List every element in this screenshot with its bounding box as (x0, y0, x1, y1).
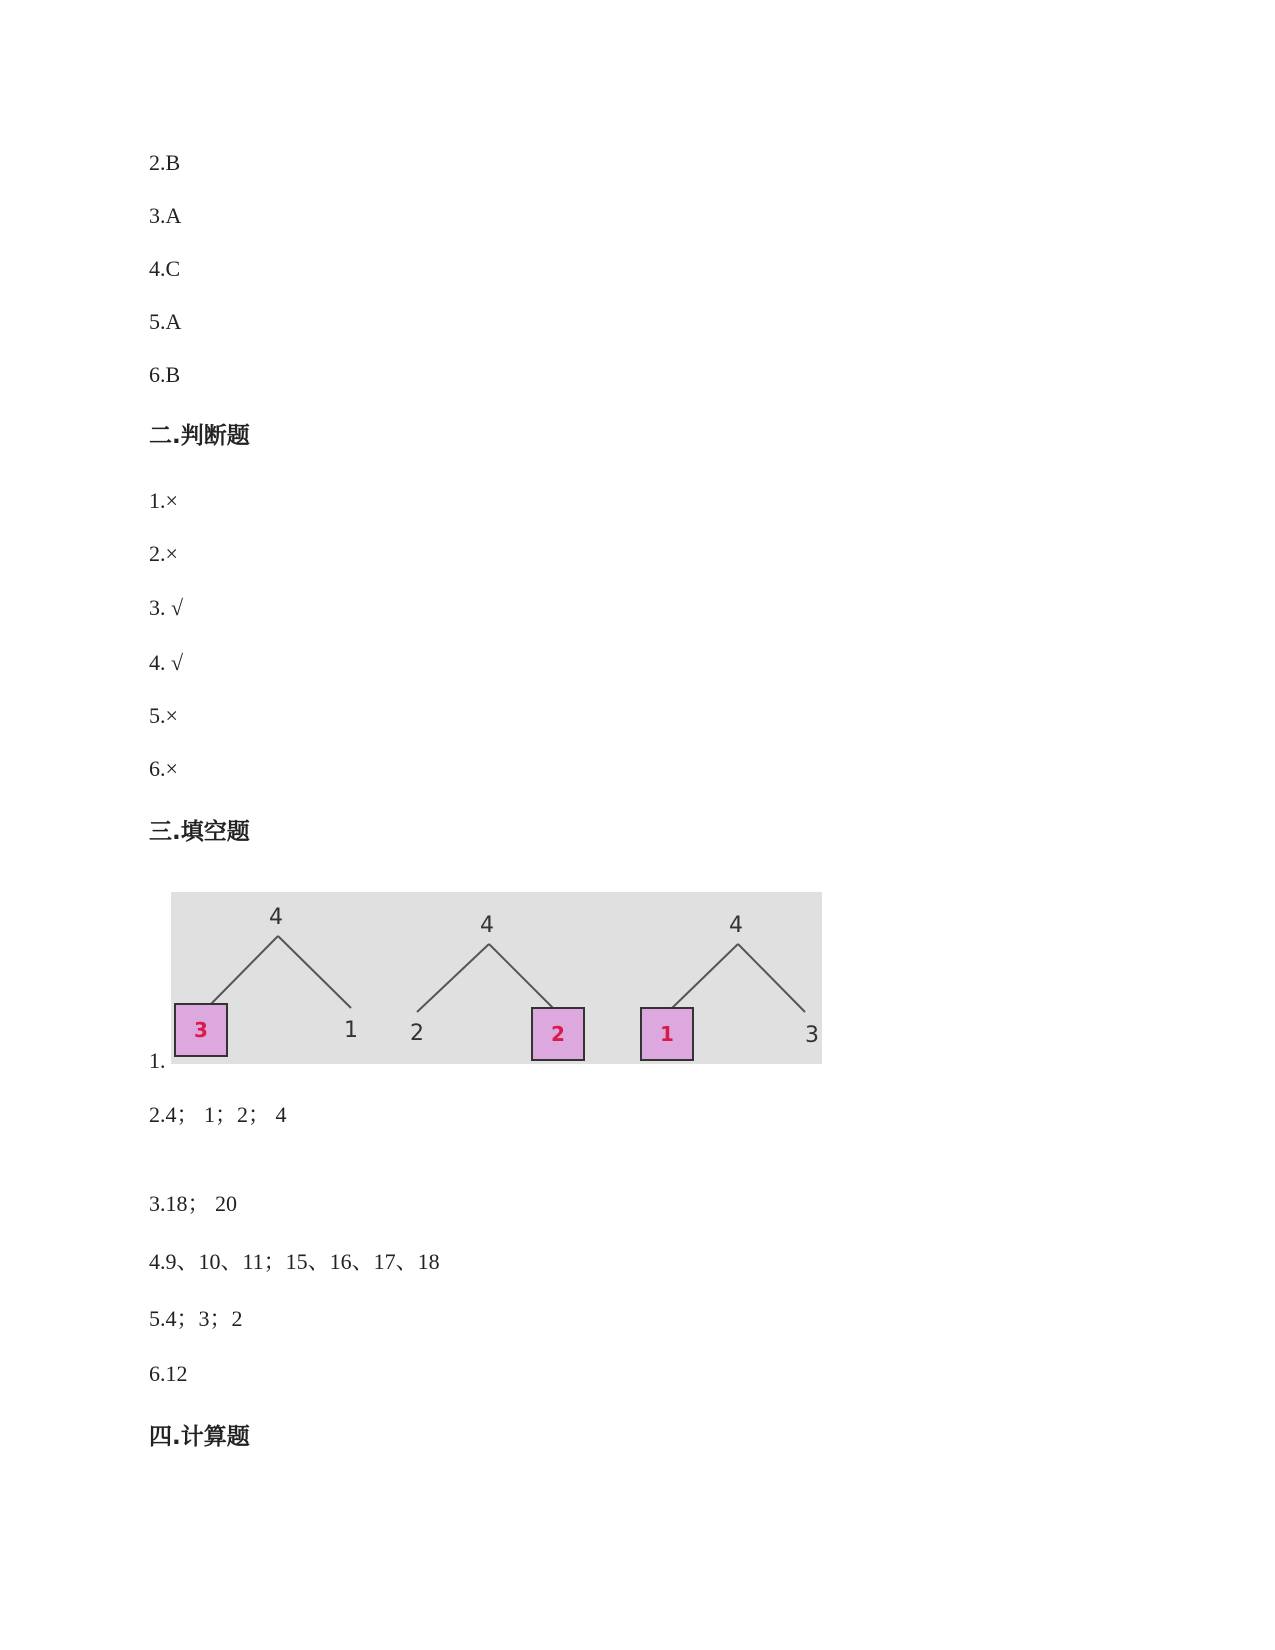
number-bond-diagram (171, 892, 822, 1064)
bond-2-right: 2 (551, 1022, 565, 1046)
judge-answer-4: 4. √ (149, 650, 184, 675)
fill-answer-3: 3.18； 20 (149, 1191, 238, 1216)
choice-answer-2: 2.B (149, 150, 181, 175)
number-bond-figure (171, 892, 822, 1064)
judge-answer-5: 5.× (149, 703, 178, 728)
bond-2-top: 4 (480, 913, 494, 938)
bond-1-left: 3 (194, 1018, 208, 1042)
judge-answer-1: 1.× (149, 488, 178, 513)
section-2-heading: 二.判断题 (149, 423, 250, 449)
bond-3-left: 1 (660, 1022, 674, 1046)
judge-answer-2: 2.× (149, 541, 178, 566)
section-4-heading: 四.计算题 (149, 1424, 250, 1450)
judge-answer-3: 3. √ (149, 595, 184, 620)
fill-answer-2: 2.4； 1；2； 4 (149, 1102, 287, 1127)
judge-answer-6: 6.× (149, 756, 178, 781)
fill-answer-4: 4.9、10、11；15、16、17、18 (149, 1249, 440, 1274)
choice-answer-6: 6.B (149, 362, 181, 387)
choice-answer-3: 3.A (149, 203, 182, 228)
choice-answer-4: 4.C (149, 256, 181, 281)
choice-answer-5: 5.A (149, 309, 182, 334)
bond-2-left: 2 (410, 1021, 424, 1046)
bond-1-right: 1 (344, 1018, 358, 1043)
fill-answer-6: 6.12 (149, 1361, 188, 1386)
bond-3-right: 3 (805, 1023, 819, 1048)
bond-1-top: 4 (269, 905, 283, 930)
bond-3-top: 4 (729, 913, 743, 938)
fill-answer-5: 5.4；3；2 (149, 1306, 243, 1331)
section-3-heading: 三.填空题 (149, 819, 250, 845)
fill-answer-1-prefix: 1. (149, 1048, 166, 1073)
